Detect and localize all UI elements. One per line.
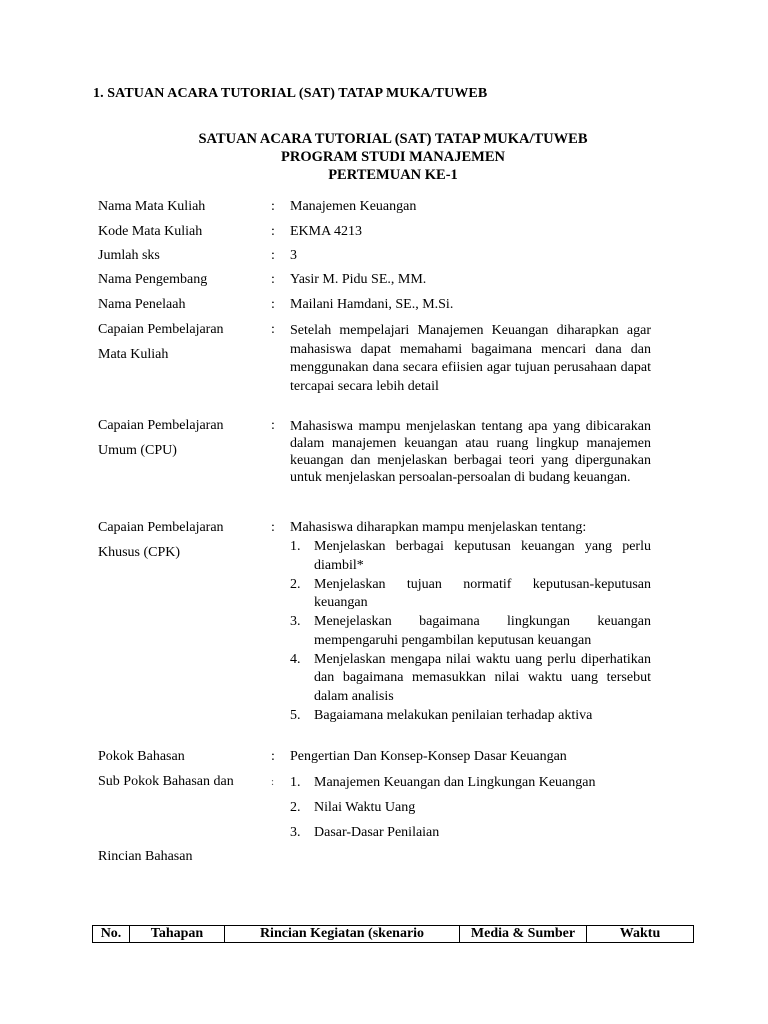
field-label: Kode Mata Kuliah	[98, 224, 203, 239]
field-colon: :	[271, 776, 275, 788]
list-text: Manajemen Keuangan dan Lingkungan Keuangan	[314, 775, 596, 790]
field-colon: :	[271, 749, 275, 764]
field-label: Pokok Bahasan	[98, 749, 185, 764]
field-value: Mahasiswa mampu menjelaskan tentang apa yang dibicarakan dalam manajemen keuangan atau ruang lingkup manajemen keuangan dan menjelaskan berbagai teori yang dipergunakan untuk menjelaskan persoalan-persoalan di budang keuangan.	[290, 419, 651, 485]
field-colon: :	[271, 248, 275, 263]
list-item	[290, 651, 651, 707]
list-text: Nilai Waktu Uang	[314, 800, 416, 815]
field-label-line-2: Khusus (CPK)	[98, 545, 181, 560]
header-no: No.	[93, 926, 130, 943]
field-label: Nama Penelaah	[98, 297, 186, 312]
field-colon: :	[271, 272, 275, 287]
field-value: EKMA 4213	[290, 224, 362, 239]
field-colon: :	[271, 520, 275, 535]
list-number: 1.	[290, 539, 301, 554]
field-value: Pengertian Dan Konsep-Konsep Dasar Keuangan	[290, 749, 567, 764]
field-label-line-1: Capaian Pembelajaran	[98, 418, 224, 433]
document-title	[130, 130, 656, 184]
list-text: Bagaiamana melakukan penilaian terhadap aktiva	[314, 707, 593, 723]
list-number: 3.	[290, 825, 301, 840]
field-colon: :	[271, 322, 275, 337]
field-colon: :	[271, 297, 275, 312]
title-line-2: PROGRAM STUDI MANAJEMEN	[281, 149, 505, 165]
header-media-sumber: Media & Sumber	[460, 926, 587, 943]
field-colon: :	[271, 224, 275, 239]
field-value: Manajemen Keuangan	[290, 199, 417, 214]
field-label: Nama Mata Kuliah	[98, 199, 206, 214]
list-number: 1.	[290, 775, 301, 790]
list-number: 2.	[290, 576, 301, 592]
header-rincian-kegiatan: Rincian Kegiatan (skenario	[225, 926, 460, 943]
list-text: Menjelaskan berbagai keputusan keuangan yang perlu diambil*	[314, 539, 651, 573]
list-text: Menjelaskan mengapa nilai waktu uang perlu diperhatikan dan bagaimana memasukkan nilai waktu uang tersebut dalam analisis	[314, 651, 651, 704]
section-heading: 1. SATUAN ACARA TUTORIAL (SAT) TATAP MUKA/TUWEB	[93, 86, 488, 101]
list-number: 4.	[290, 651, 301, 667]
cpk-list	[290, 538, 651, 725]
field-value: Mailani Hamdani, SE., M.Si.	[290, 297, 454, 312]
field-colon: :	[271, 199, 275, 214]
header-waktu: Waktu	[587, 926, 694, 943]
list-item	[290, 613, 651, 650]
table-header-row	[93, 926, 694, 943]
list-item	[290, 576, 651, 613]
list-item	[290, 538, 651, 575]
field-label-line-2: Mata Kuliah	[98, 347, 169, 362]
field-label: Jumlah sks	[98, 248, 160, 263]
activity-table	[92, 925, 694, 943]
field-label-line-2: Rincian Bahasan	[98, 849, 193, 864]
cpk-intro: Mahasiswa diharapkan mampu menjelaskan tentang:	[290, 520, 587, 535]
field-label-line-1: Capaian Pembelajaran	[98, 322, 224, 337]
field-label: Nama Pengembang	[98, 272, 208, 287]
list-text: Menejelaskan bagaimana lingkungan keuangan mempengaruhi pengambilan keputusan keuangan	[314, 614, 651, 648]
field-value: 3	[290, 248, 297, 263]
title-line-3: PERTEMUAN KE-1	[328, 167, 458, 183]
title-line-1: SATUAN ACARA TUTORIAL (SAT) TATAP MUKA/TUWEB	[198, 131, 588, 147]
list-text: Menjelaskan tujuan normatif keputusan-keputusan keuangan	[314, 576, 651, 610]
list-number: 5.	[290, 707, 301, 723]
field-value: Yasir M. Pidu SE., MM.	[290, 272, 427, 287]
sub-pokok-list	[290, 770, 651, 845]
field-value: Setelah mempelajari Manajemen Keuangan diharapkan agar mahasiswa dapat memahami bagaimana mencari dana dan menggunakan dana secara efiisien agar tujuan perusahaan dapat tercapai secara lebih detail	[290, 323, 651, 394]
header-tahapan: Tahapan	[130, 926, 225, 943]
field-label-line-1: Capaian Pembelajaran	[98, 520, 224, 535]
list-item	[290, 820, 651, 845]
list-item	[290, 795, 651, 820]
list-item	[290, 770, 651, 795]
list-item	[290, 707, 651, 726]
list-number: 3.	[290, 614, 301, 629]
list-text: Dasar-Dasar Penilaian	[314, 825, 440, 840]
list-number: 2.	[290, 800, 301, 815]
field-label-line-2: Umum (CPU)	[98, 443, 177, 458]
field-label-line-1: Sub Pokok Bahasan dan	[98, 774, 234, 789]
field-colon: :	[271, 418, 275, 433]
